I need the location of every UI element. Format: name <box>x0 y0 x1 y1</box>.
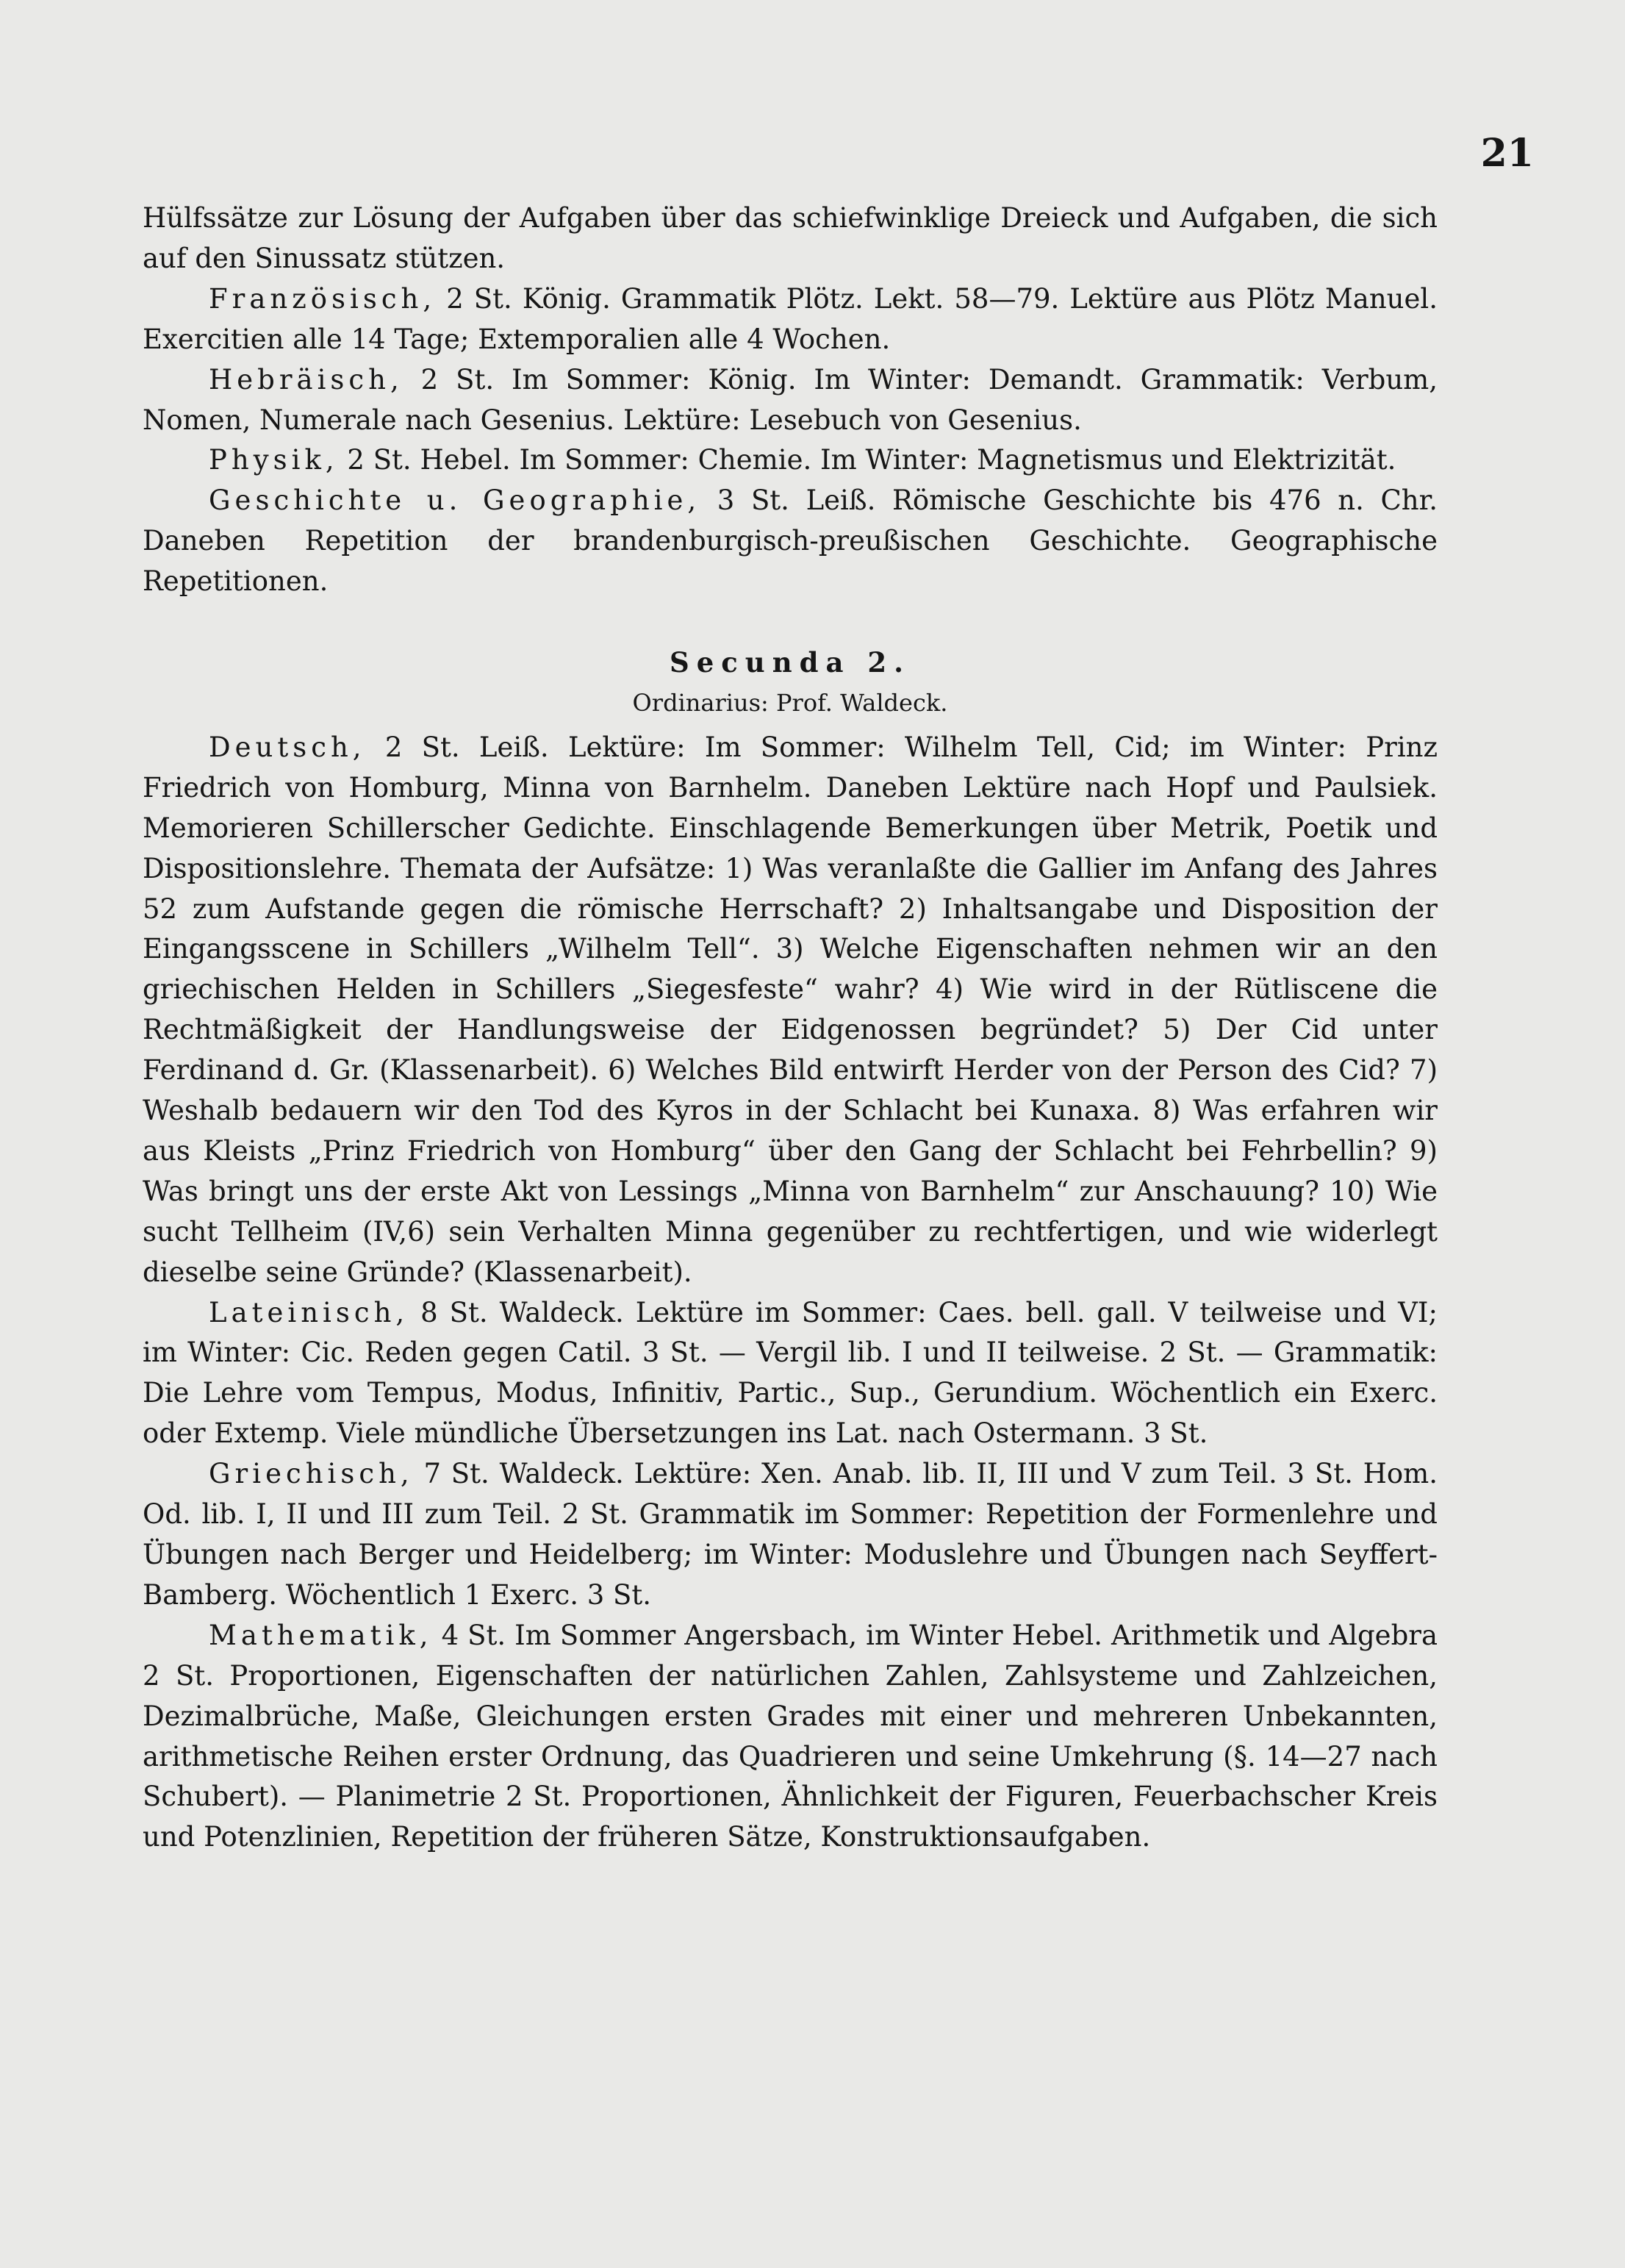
subject-label: Geschichte u. Geographie, <box>209 484 701 517</box>
paragraph-text: 2 St. Im Sommer: König. Im Winter: Demandt. Grammatik: Verbum, Nomen, Numerale nach Gesenius. Lektüre: Lesebuch von Gesenius. <box>143 363 1438 436</box>
paragraph-geometry-end: Hülfssätze zur Lösung der Aufgaben über das schiefwinklige Dreieck und Aufgaben, die sich auf den Sinussatz stützen. <box>143 202 1438 274</box>
paragraph-latin <box>143 1293 1438 1455</box>
subject-label: Mathematik, <box>209 1619 433 1651</box>
section-ordinarius: Ordinarius: Prof. Waldeck. <box>632 688 948 717</box>
paragraph-text: 8 St. Waldeck. Lektüre im Sommer: Caes. bell. gall. V teilweise und VI; im Winter: Cic. Reden gegen Catil. 3 St. — Vergil lib. I und II teilweise. 2 St. — Grammatik: Die Lehre vom Tempus, Modus, Infinitiv, Partic., Sup., Gerundium. Wöchentlich ein Exerc. oder Extemp. Viele mündliche Übersetzungen ins Lat. nach Ostermann. 3 St. <box>143 1296 1438 1450</box>
subject-label: Französisch, <box>209 282 437 315</box>
subject-label: Deutsch, <box>209 731 366 763</box>
page-body <box>143 198 1438 1858</box>
paragraph-text: 7 St. Waldeck. Lektüre: Xen. Anab. lib. II, III und V zum Teil. 3 St. Hom. Od. lib. I, II und III zum Teil. 2 St. Grammatik im Sommer: Repetition der Formenlehre und Übungen nach Berger und Heidelberg; im Winter: Moduslehre und Übungen nach Seyffert-Bamberg. Wöchentlich 1 Exerc. 3 St. <box>143 1458 1438 1611</box>
paragraph-german <box>143 728 1438 1293</box>
paragraph-hebrew <box>143 360 1438 441</box>
paragraph-text: 2 St. Leiß. Lektüre: Im Sommer: Wilhelm Tell, Cid; im Winter: Prinz Friedrich von Homburg, Minna von Barnhelm. Daneben Lektüre nach Hopf und Paulsiek. Memorieren Schillerscher Gedichte. Einschlagende Bemerkungen über Metrik, Poetik und Dispositionslehre. Themata der Aufsätze: 1) Was veranlaßte die Gallier im Anfang des Jahres 52 zum Aufstande gegen die römische Herrschaft? 2) Inhaltsangabe und Disposition der Eingangsscene in Schillers „Wilhelm Tell“. 3) Welche Eigenschaften nehmen wir an den griechischen Helden in Schillers „Siegesfeste“ wahr? 4) Wie wird in der Rütliscene die Rechtmäßigkeit der Handlungsweise der Eidgenossen begründet? 5) Der Cid unter Ferdinand d. Gr. (Klassenarbeit). 6) Welches Bild entwirft Herder von der Person des Cid? 7) Weshalb bedauern wir den Tod des Kyros in der Schlacht bei Kunaxa. 8) Was erfahren wir aus Kleists „Prinz Friedrich von Homburg“ über den Gang der Schlacht bei Fehrbellin? 9) Was bringt uns der erste Akt von Lessings „Minna von Barnhelm“ zur Anschauung? 10) Wie sucht Tellheim (IV,6) sein Verhalten Minna gegenüber zu rechtfertigen, und wie widerlegt dieselbe seine Gründe? (Klassenarbeit). <box>143 731 1438 1288</box>
paragraph-text: 4 St. Im Sommer Angersbach, im Winter Hebel. Arithmetik und Algebra 2 St. Proportionen, Eigenschaften der natürlichen Zahlen, Zahlsysteme und Zahlzeichen, Dezimalbrüche, Maße, Gleichungen ersten Grades mit einer und mehreren Unbekannten, arithmetische Reihen erster Ordnung, das Quadrieren und seine Umkehrung (§. 14—27 nach Schubert). — Planimetrie 2 St. Proportionen, Ähnlichkeit der Figuren, Feuerbachscher Kreis und Potenzlinien, Repetition der früheren Sätze, Konstruktionsaufgaben. <box>143 1619 1438 1853</box>
page-number: 21 <box>1480 131 1534 176</box>
subject-label: Physik, <box>209 444 339 476</box>
subject-label: Hebräisch, <box>209 363 403 396</box>
section-heading: Secunda 2. <box>670 646 911 679</box>
subject-label: Griechisch, <box>209 1458 414 1490</box>
paragraph-mathematics <box>143 1616 1438 1858</box>
paragraph-french <box>143 279 1438 360</box>
subject-label: Lateinisch, <box>209 1296 409 1328</box>
paragraph-greek <box>143 1454 1438 1616</box>
paragraph-text: 2 St. König. Grammatik Plötz. Lekt. 58—79. Lektüre aus Plötz Manuel. Exercitien alle 14 Tage; Extemporalien alle 4 Wochen. <box>143 282 1438 355</box>
paragraph-history <box>143 481 1438 602</box>
paragraph-physics <box>143 440 1438 481</box>
paragraph-text: 2 St. Hebel. Im Sommer: Chemie. Im Winter: Magnetismus und Elektrizität. <box>347 444 1396 476</box>
paragraph-text: 3 St. Leiß. Römische Geschichte bis 476 n. Chr. Daneben Repetition der brandenburgisch-preußischen Geschichte. Geographische Repetitionen. <box>143 484 1438 598</box>
